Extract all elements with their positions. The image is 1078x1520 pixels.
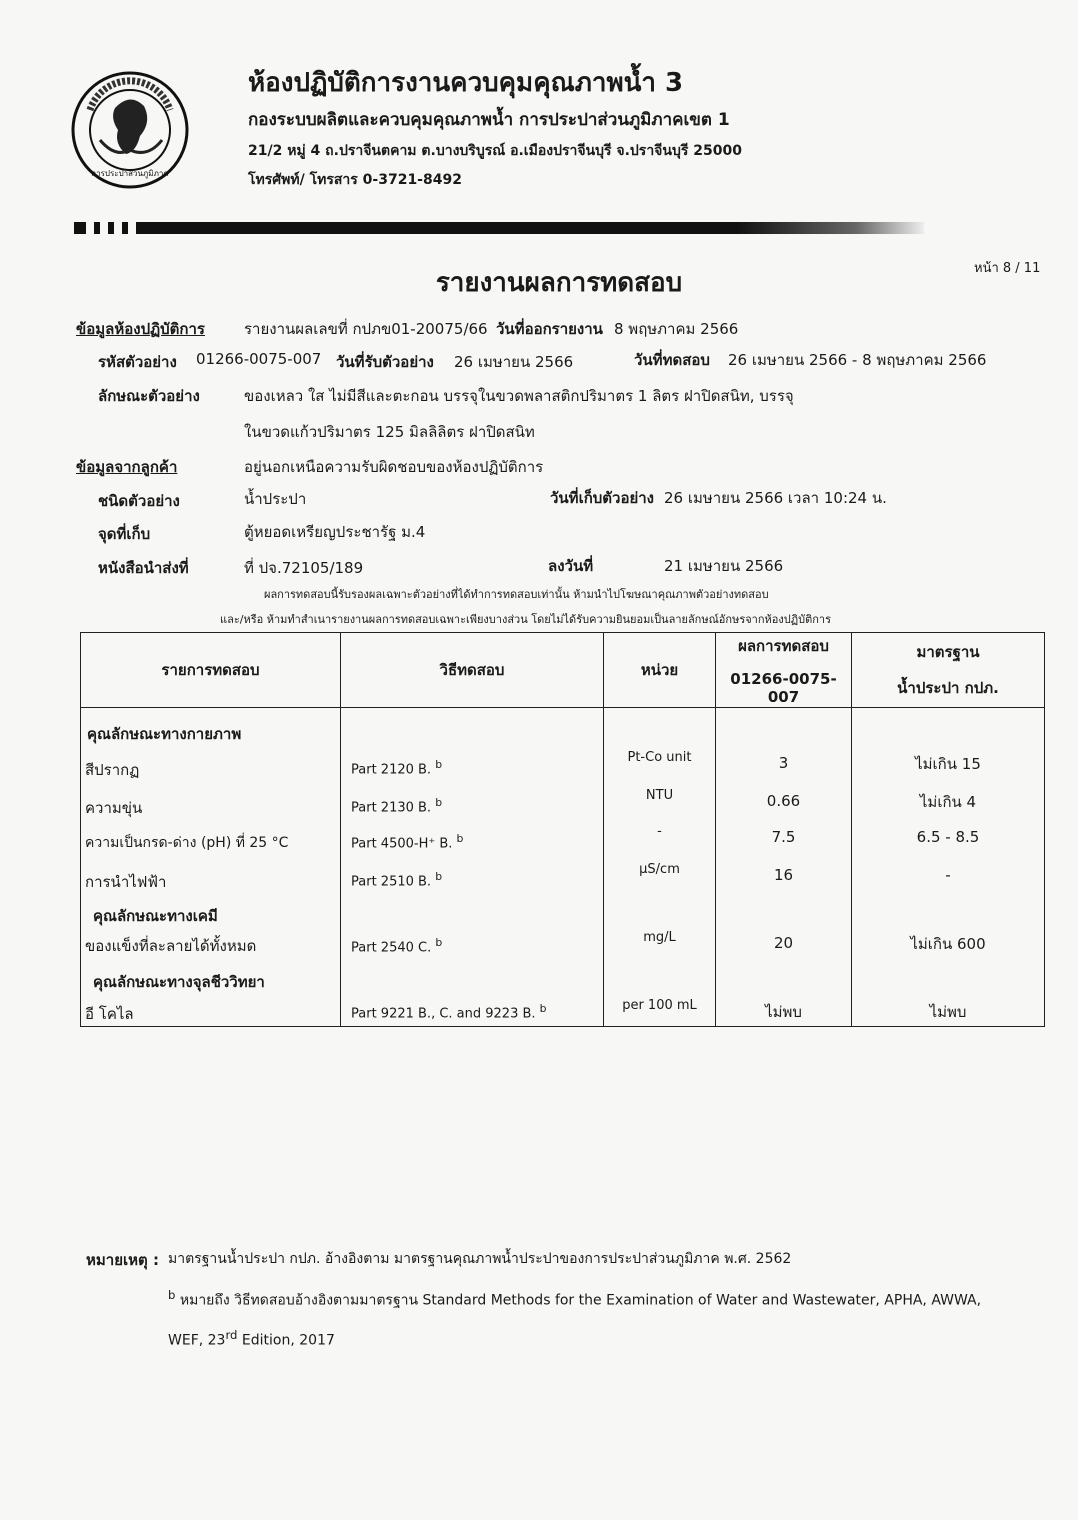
result-cell: ไม่พบ — [765, 1003, 802, 1021]
unit-cell: µS/cm — [639, 862, 680, 877]
result-cell: 20 — [773, 934, 794, 952]
lab-info-label: ข้อมูลห้องปฏิบัติการ — [76, 320, 205, 338]
method-cell: Part 2120 B. $^b$ — [351, 758, 443, 778]
org-title: ห้องปฏิบัติการงานควบคุมคุณภาพน้ำ 3 — [248, 68, 684, 98]
document-title: รายงานผลการทดสอบ — [435, 268, 683, 298]
item-label: ความขุ่น — [85, 799, 143, 817]
unit-cell: NTU — [645, 788, 674, 803]
sample-code-label: รหัสตัวอย่าง — [98, 353, 177, 371]
collect-date-label: วันที่เก็บตัวอย่าง — [550, 489, 655, 507]
method-cell: Part 9221 B., C. and 9223 B. $^b$ — [351, 1002, 547, 1022]
result-cell: 7.5 — [771, 828, 796, 846]
header-divider — [74, 222, 924, 234]
result-column — [716, 708, 852, 1027]
item-label: การนำไฟฟ้า — [85, 873, 167, 891]
header-result: ผลการทดสอบ 01266-0075-007 — [716, 633, 852, 708]
customer-info-label: ข้อมูลจากลูกค้า — [76, 458, 178, 476]
item-label: สีปรากฏ — [85, 761, 140, 779]
svg-text:การประปาส่วนภูมิภาค: การประปาส่วนภูมิภาค — [91, 169, 169, 178]
unit-cell: mg/L — [643, 930, 676, 945]
unit-cell: - — [657, 824, 662, 839]
org-subtitle: กองระบบผลิตและควบคุมคุณภาพน้ำ การประปาส่วนภูมิภาคเขต 1 — [248, 110, 730, 130]
section-micro: คุณลักษณะทางจุลชีววิทยา — [93, 973, 265, 991]
item-column — [81, 708, 341, 1027]
header-item: รายการทดสอบ — [81, 633, 341, 708]
page-number: หน้า 8 / 11 — [974, 261, 1041, 276]
table-body-row — [81, 708, 1045, 1027]
header-unit: หน่วย — [604, 633, 716, 708]
notice-line1: ผลการทดสอบนี้รับรองผลเฉพาะตัวอย่างที่ได้ทำการทดสอบเท่านั้น ห้ามนำไปโฆษณาคุณภาพตัวอย่างทดสอบ — [264, 588, 769, 601]
sample-desc-line2: ในขวดแก้วปริมาตร 125 มิลลิลิตร ฝาปิดสนิท — [244, 423, 535, 441]
standard-column — [852, 708, 1045, 1027]
location-label: จุดที่เก็บ — [98, 525, 151, 543]
unit-cell: Pt-Co unit — [627, 750, 692, 765]
sample-type: น้ำประปา — [244, 490, 307, 508]
header-standard: มาตรฐาน น้ำประปา กปภ. — [852, 633, 1045, 708]
result-cell: 3 — [778, 754, 789, 772]
standard-cell: - — [945, 866, 951, 884]
item-label: อี โคไล — [85, 1005, 134, 1023]
received-date: 26 เมษายน 2566 — [454, 353, 574, 371]
method-cell: Part 2130 B. $^b$ — [351, 796, 443, 816]
item-label: ความเป็นกรด-ด่าง (pH) ที่ 25 °C — [85, 835, 289, 851]
test-date: 26 เมษายน 2566 - 8 พฤษภาคม 2566 — [728, 351, 987, 369]
remarks-line1: มาตรฐานน้ำประปา กปภ. อ้างอิงตาม มาตรฐานคุณภาพน้ำประปาของการประปาส่วนภูมิภาค พ.ศ. 2562 — [168, 1251, 792, 1267]
location: ตู้หยอดเหรียญประชารัฐ ม.4 — [244, 523, 426, 541]
letter-date: 21 เมษายน 2566 — [664, 557, 784, 575]
item-label: ของแข็งที่ละลายได้ทั้งหมด — [85, 937, 257, 955]
method-column — [341, 708, 604, 1027]
issue-date: 8 พฤษภาคม 2566 — [614, 320, 739, 338]
test-date-label: วันที่ทดสอบ — [634, 351, 710, 369]
unit-column — [604, 708, 716, 1027]
standard-cell: 6.5 - 8.5 — [916, 828, 980, 846]
remarks-label: หมายเหตุ : — [86, 1251, 159, 1269]
standard-cell: ไม่พบ — [929, 1003, 967, 1021]
customer-disclaimer: อยู่นอกเหนือความรับผิดชอบของห้องปฏิบัติการ — [244, 458, 544, 476]
method-cell: Part 4500-H⁺ B. $^b$ — [351, 832, 464, 852]
method-cell: Part 2540 C. $^b$ — [351, 936, 443, 956]
section-physical: คุณลักษณะทางกายภาพ — [87, 725, 242, 743]
letter-date-label: ลงวันที่ — [548, 557, 594, 575]
remarks-line3: WEF, 23rd Edition, 2017 — [168, 1328, 335, 1349]
remarks-line2: $^b$ หมายถึง วิธีทดสอบอ้างอิงตามมาตรฐาน Standard Methods for the Examination of Water and Wastewater, APHA, AWWA, — [168, 1288, 982, 1309]
letter-number: ที่ ปจ.72105/189 — [244, 559, 364, 577]
sample-type-label: ชนิดตัวอย่าง — [98, 492, 180, 510]
standard-cell: ไม่เกิน 15 — [915, 755, 981, 773]
sample-code: 01266-0075-007 — [196, 350, 322, 368]
standard-cell: ไม่เกิน 600 — [910, 935, 986, 953]
org-address: 21/2 หมู่ 4 ถ.ปราจีนตคาม ต.บางบริบูรณ์ อ.เมืองปราจีนบุรี จ.ปราจีนบุรี 25000 — [248, 143, 742, 159]
table-header-row — [81, 633, 1045, 708]
standard-cell: ไม่เกิน 4 — [919, 793, 977, 811]
result-cell: 0.66 — [766, 792, 801, 810]
received-date-label: วันที่รับตัวอย่าง — [336, 353, 434, 371]
result-cell: 16 — [773, 866, 794, 884]
sample-desc-label: ลักษณะตัวอย่าง — [98, 387, 200, 405]
sample-desc-line1: ของเหลว ใส ไม่มีสีและตะกอน บรรจุในขวดพลาสติกปริมาตร 1 ลิตร ฝาปิดสนิท, บรรจุ — [244, 387, 794, 405]
results-table — [80, 632, 1045, 1027]
section-chemical: คุณลักษณะทางเคมี — [93, 907, 218, 925]
header-method: วิธีทดสอบ — [341, 633, 604, 708]
organization-seal — [70, 70, 190, 190]
unit-cell: per 100 mL — [622, 998, 697, 1013]
report-number: รายงานผลเลขที่ กปภข01-20075/66 — [244, 320, 488, 338]
issue-date-label: วันที่ออกรายงาน — [496, 320, 603, 338]
method-cell: Part 2510 B. $^b$ — [351, 870, 443, 890]
notice-line2: และ/หรือ ห้ามทำสำเนารายงานผลการทดสอบเฉพาะเพียงบางส่วน โดยไม่ได้รับความยินยอมเป็นลายลักษณ์อักษรจากห้องปฏิบัติการ — [220, 613, 831, 626]
letter-label: หนังสือนำส่งที่ — [98, 559, 189, 577]
org-phone: โทรศัพท์/ โทรสาร 0-3721-8492 — [248, 172, 462, 188]
collect-date: 26 เมษายน 2566 เวลา 10:24 น. — [664, 489, 887, 507]
